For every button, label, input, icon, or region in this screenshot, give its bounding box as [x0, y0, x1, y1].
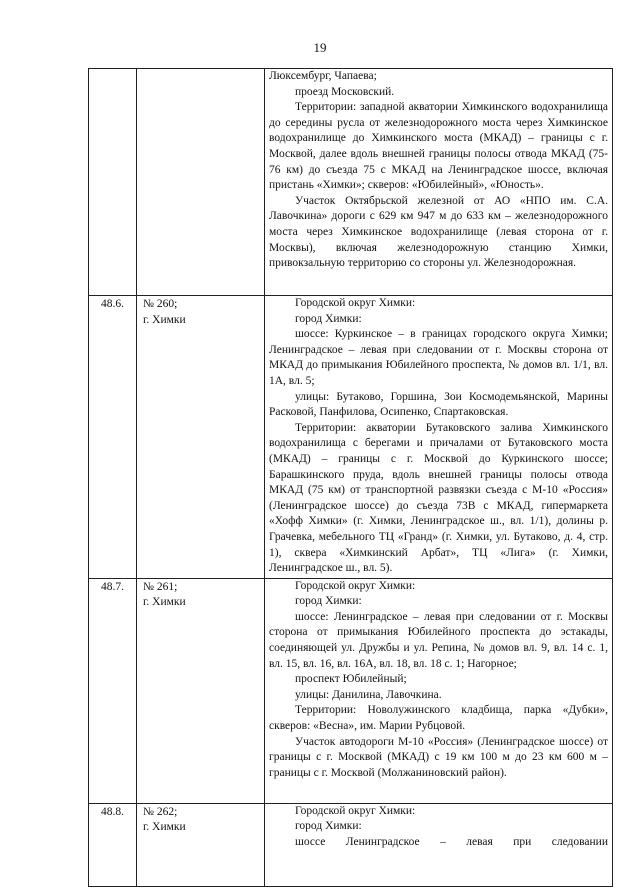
description-line: Люксембург, Чапаева;	[269, 70, 377, 82]
district-cell	[137, 296, 265, 579]
district-cell	[137, 803, 265, 886]
description-line: улицы: Данилина, Лавочкина.	[295, 688, 442, 701]
description-line: Территории: Новолужинского кладбища, парка «Дубки», скверов: «Весна», им. Марии Рубцовой.	[269, 704, 608, 733]
row-number: 48.7.	[89, 578, 137, 803]
district-number: № 260;	[143, 298, 178, 310]
district-number: № 261;	[143, 580, 178, 593]
row-number	[89, 69, 137, 296]
districts-table	[88, 68, 613, 887]
row-number: 48.8.	[89, 803, 137, 886]
description-line: шоссе: Куркинское – в границах городского округа Химки; Ленинградское – левая при следовании от г. Москвы сторона от МКАД до примыкания Юбилейного проспекта, № домов вл. 1/1, вл. 1А, вл. 5;	[269, 328, 608, 387]
territory-description	[265, 578, 613, 803]
territory-description	[265, 296, 613, 579]
table-row	[89, 803, 613, 886]
description-line: Городской округ Химки:	[295, 297, 416, 309]
description-line: проспект Юбилейный;	[295, 673, 407, 686]
table-row	[89, 296, 613, 579]
description-line: город Химки:	[295, 595, 362, 608]
description-line: Территории: акватории Бутаковского залива Химкинского водохранилища с берегами и причалами от Бутаковского моста (МКАД) – границы с г. Москвой до Куркинского шоссе; Барашкинского пруда, вдоль внешней границы полосы отвода МКАД (75 км) от транспортной развязки съезда с М-10 «Россия» (Ленинградское шоссе) до съезда 73В с МКАД, гипермаркета «Хофф Химки» (г. Химки, Ленинградское ш., вл. 1/1), долины р. Грачевка, мебельного ТЦ «Гранд» (г. Химки, ул. Бутаково, д. 4, стр. 1), сквера «Химкинский Арбат», ТЦ «Лига» (г. Химки, Ленинградское ш., вл. 5).	[269, 421, 608, 575]
description-line: проезд Московский.	[295, 85, 395, 98]
description-line: шоссе: Ленинградское – левая при следовании от г. Москвы сторона от примыкания Юбилейного проспекта до эстакады, соединяющей ул. Дружбы и ул. Репина, № домов вл. 9, вл. 14 с. 1, вл. 15, вл. 16, вл. 16А, вл. 18, вл. 18 с. 1; Нагорное;	[269, 610, 608, 670]
row-number: 48.6.	[89, 296, 137, 579]
description-line: улицы: Бутаково, Горшина, Зои Космодемьянской, Марины Расковой, Панфилова, Осипенко, Спартаковская.	[269, 390, 608, 419]
district-cell	[137, 578, 265, 803]
territory-description	[265, 803, 613, 886]
description-line: город Химки:	[295, 312, 362, 325]
description-line: Городской округ Химки:	[295, 804, 416, 817]
district-number: № 262;	[143, 805, 178, 818]
description-line: город Химки:	[295, 820, 362, 833]
description-line: шоссе Ленинградское – левая при следовании	[295, 835, 608, 848]
table-row	[89, 69, 613, 296]
description-line: Территории: западной акватории Химкинского водохранилища до середины русла от железнодорожного моста через Химкинское водохранилище до Химкинского моста (МКАД) – границы с г. Москвой, далее вдоль внешней границы полосы отвода МКАД (75-76 км) до съезда 75 с МКАД на Ленинградское шоссе, включая пристань «Химки»; скверов: «Юбилейный», «Юность».	[269, 101, 608, 192]
district-city: г. Химки	[143, 313, 186, 326]
table-row	[89, 578, 613, 803]
description-line: Участок Октябрьской железной от АО «НПО им. С.А. Лавочкина» дороги с 629 км 947 м до 633 км – железнодорожного моста через Химкинское водохранилище (левая сторона от г. Москвы), включая железнодорожную станцию Химки, привокзальную территорию со стороны ул. Железнодорожная.	[269, 194, 608, 270]
page-number: 19	[313, 40, 327, 55]
district-cell	[137, 69, 265, 296]
district-city: г. Химки	[143, 821, 186, 834]
description-line: Городской округ Химки:	[295, 579, 416, 592]
district-city: г. Химки	[143, 596, 186, 609]
description-line: Участок автодороги М-10 «Россия» (Ленинградское шоссе) от границы с г. Москвой (МКАД) с 19 км 100 м до 23 км 600 м – границы с г. Москвой (Молжаниновский район).	[269, 735, 608, 779]
territory-description	[265, 69, 613, 296]
